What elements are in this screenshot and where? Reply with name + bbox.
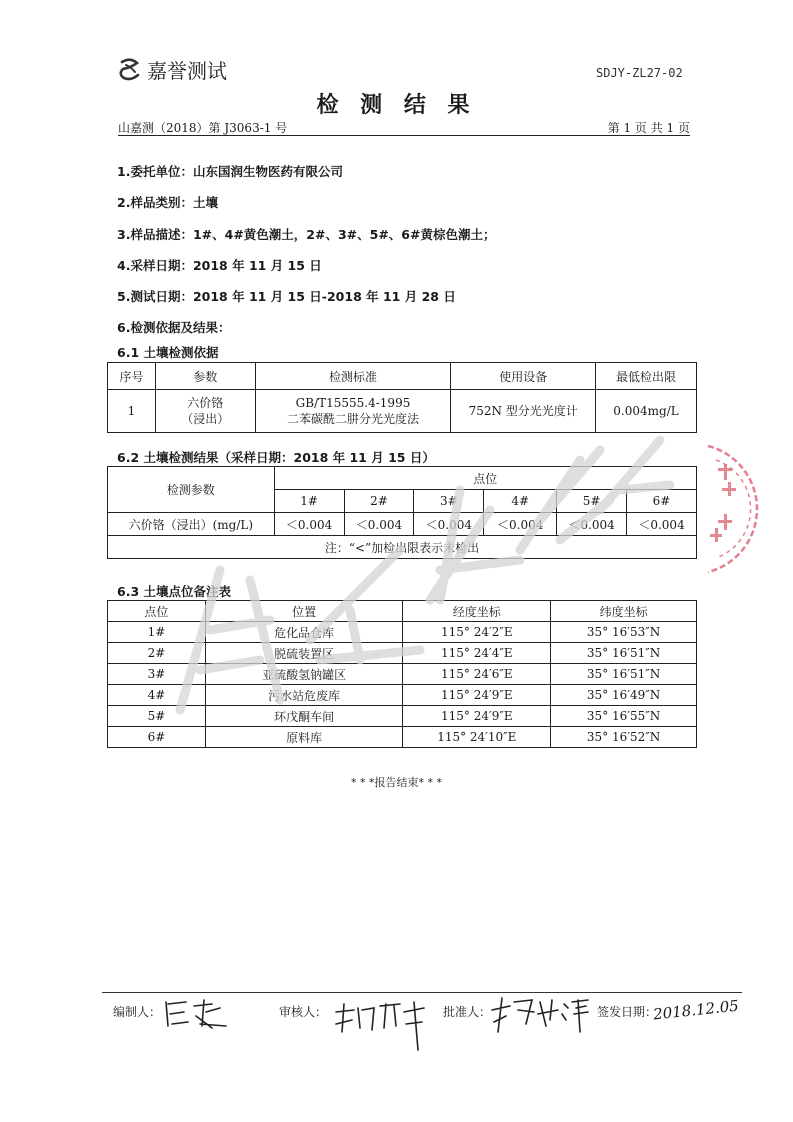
value-3: ＜0.004 bbox=[414, 513, 484, 536]
col-header-location: 位置 bbox=[205, 601, 403, 622]
approver-signature bbox=[488, 992, 593, 1036]
info-test-date: 5.测试日期：2018 年 11 月 15 日-2018 年 11 月 28 日 bbox=[117, 289, 456, 304]
reference-line bbox=[118, 119, 690, 136]
table-row: 2# 脱硫装置区 115° 24′4″E 35° 16′51″N bbox=[108, 643, 697, 664]
value-2: ＜0.004 bbox=[344, 513, 414, 536]
point-4-header: 4# bbox=[484, 490, 557, 513]
point-2-header: 2# bbox=[344, 490, 414, 513]
value-6: ＜0.004 bbox=[627, 513, 697, 536]
table-row: 5# 环戊酮车间 115° 24′9″E 35° 16′55″N bbox=[108, 706, 697, 727]
table-note: 注：“<”加检出限表示未检出 bbox=[108, 536, 697, 559]
info-basis-results: 6.检测依据及结果： bbox=[117, 320, 231, 335]
col-header-point: 点位 bbox=[108, 601, 206, 622]
cell-param: 六价铬 （浸出） bbox=[155, 390, 255, 433]
value-5: ＜0.004 bbox=[557, 513, 627, 536]
reviewer-signature bbox=[330, 998, 430, 1054]
page-title: 检 测 结 果 bbox=[316, 93, 477, 118]
table-header-row bbox=[108, 363, 697, 390]
value-1: ＜0.004 bbox=[274, 513, 344, 536]
table-row: 4# 污水站危废库 115° 24′9″E 35° 16′49″N bbox=[108, 685, 697, 706]
cell-equipment: 752N 型分光光度计 bbox=[451, 390, 596, 433]
info-sample-type: 2.样品类别：土壤 bbox=[117, 195, 218, 210]
points-header: 点位 bbox=[274, 467, 696, 490]
basis-table bbox=[107, 362, 697, 433]
report-number: 山嘉测（2018）第 J3063-1 号 bbox=[118, 121, 288, 135]
document-code: SDJY-ZL27-02 bbox=[596, 66, 683, 80]
info-client: 1.委托单位：山东国润生物医药有限公司 bbox=[117, 164, 343, 179]
col-header-standard: 检测标准 bbox=[255, 363, 451, 390]
author-signature bbox=[160, 996, 240, 1032]
reviewer-label: 审核人： bbox=[279, 1005, 328, 1019]
table-row: 1# 危化品仓库 115° 24′2″E 35° 16′53″N bbox=[108, 622, 697, 643]
col-header-lon: 经度坐标 bbox=[403, 601, 551, 622]
approver-label: 批准人： bbox=[443, 1005, 492, 1019]
cell-no: 1 bbox=[108, 390, 156, 433]
section-63-title: 6.3 土壤点位备注表 bbox=[117, 584, 231, 599]
author-label: 编制人： bbox=[113, 1005, 162, 1019]
value-4: ＜0.004 bbox=[484, 513, 557, 536]
point-1-header: 1# bbox=[274, 490, 344, 513]
issue-date-value: 2018.12.05 bbox=[652, 996, 740, 1024]
point-3-header: 3# bbox=[414, 490, 484, 513]
brand-logo bbox=[117, 54, 227, 84]
info-sampling-date: 4.采样日期：2018 年 11 月 15 日 bbox=[117, 258, 322, 273]
section-62-title: 6.2 土壤检测结果（采样日期：2018 年 11 月 15 日） bbox=[117, 450, 435, 465]
watermark-image bbox=[160, 430, 680, 730]
cell-limit: 0.004mg/L bbox=[596, 390, 697, 433]
col-header-param: 参数 bbox=[155, 363, 255, 390]
table-row: 3# 亚硫酸氢钠罐区 115° 24′6″E 35° 16′51″N bbox=[108, 664, 697, 685]
col-header-limit: 最低检出限 bbox=[596, 363, 697, 390]
signature-divider bbox=[102, 992, 742, 993]
table-row bbox=[108, 390, 697, 433]
info-sample-desc: 3.样品描述：1#、4#黄色潮土，2#、3#、5#、6#黄棕色潮土； bbox=[117, 227, 496, 242]
point-5-header: 5# bbox=[557, 490, 627, 513]
logo-icon bbox=[117, 56, 143, 82]
brand-name: 嘉誉测试 bbox=[147, 58, 227, 83]
cell-standard: GB/T15555.4-1995 二苯碳酰二肼分光光度法 bbox=[255, 390, 451, 433]
col-header-equipment: 使用设备 bbox=[451, 363, 596, 390]
company-seal bbox=[688, 438, 778, 578]
issue-date-label: 签发日期： bbox=[597, 1005, 658, 1019]
report-end-mark: * * *报告结束* * * bbox=[351, 776, 442, 789]
param-header: 检测参数 bbox=[108, 467, 275, 513]
table-row: 6# 原料库 115° 24′10″E 35° 16′52″N bbox=[108, 727, 697, 748]
row-label: 六价铬（浸出）(mg/L) bbox=[108, 513, 275, 536]
col-header-lat: 纬度坐标 bbox=[551, 601, 697, 622]
point-6-header: 6# bbox=[627, 490, 697, 513]
col-header-no: 序号 bbox=[108, 363, 156, 390]
page-info: 第 1 页 共 1 页 bbox=[607, 121, 690, 135]
section-61-title: 6.1 土壤检测依据 bbox=[117, 345, 219, 360]
